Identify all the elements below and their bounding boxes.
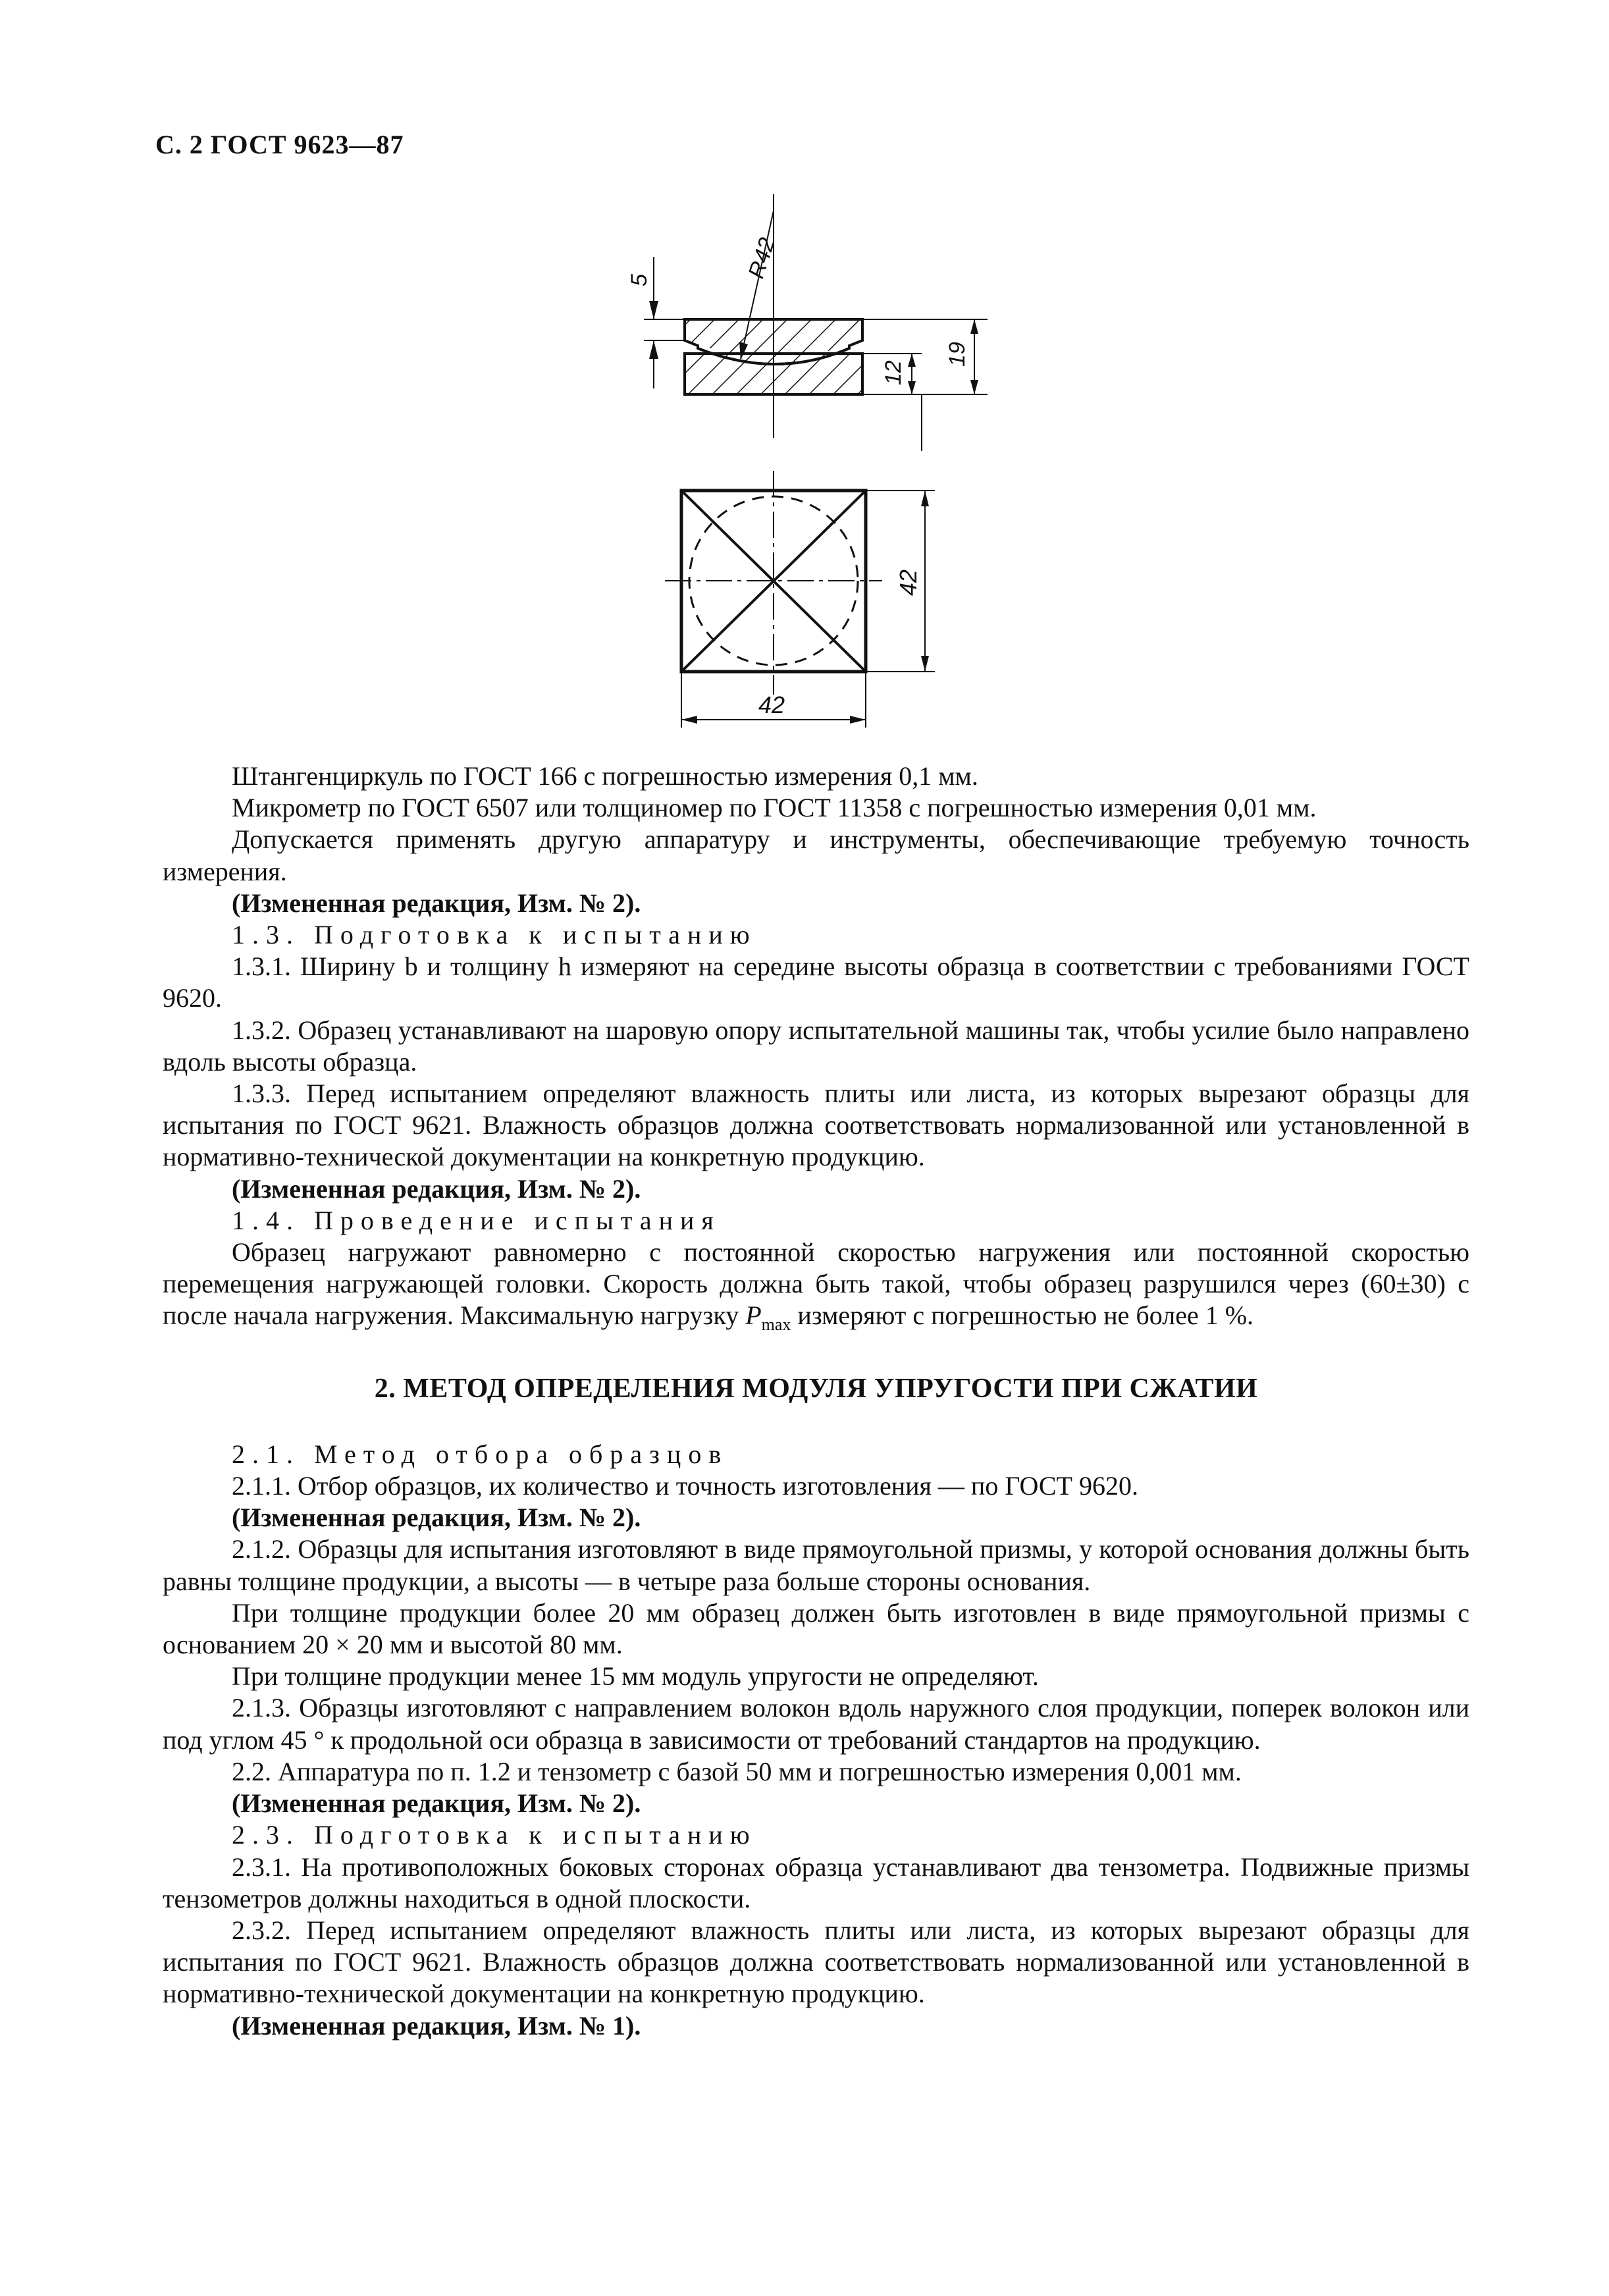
section-title: 2.1. Метод отбора образцов [232,1439,729,1469]
paragraph: 2.1.3. Образцы изготовляют с направлением волокон вдоль наружного слоя продукции, поперек волокон или под углом 45 ° к продольной оси образца в зависимости от требований стандартов на продукцию. [163,1693,1469,1755]
dim-r42-label: R42 [743,234,780,282]
plan-view [665,471,935,728]
paragraph-text: измеряют с погрешностью не более 1 %. [797,1300,1254,1331]
amendment-note: (Измененная редакция, Изм. № 2). [232,1788,641,1819]
paragraph: 1.3.3. Перед испытанием определяют влажность плиты или листа, из которых вырезают образцы для испытания по ГОСТ 9621. Влажность образцов должна соответствовать нормализованной или установленной в нормативно-технической документации на конкретную продукцию. [163,1079,1469,1172]
paragraph: 1.3.1. Ширину b и толщину h измеряют на середине высоты образца в соответствии с требованиями ГОСТ 9620. [163,951,1469,1013]
section-title: 1.4. Проведение испытания [232,1205,721,1235]
paragraph: 2.1.1. Отбор образцов, их количество и точность изготовления — по ГОСТ 9620. [232,1471,1138,1501]
specimen-support-drawing [579,188,1040,747]
paragraph [163,1237,1469,1341]
paragraph: 2.1.2. Образцы для испытания изготовляют в виде прямоугольной призмы, у которой основания должны быть равны толщине продукции, а высоты — в четыре раза больше стороны основания. [163,1534,1469,1596]
paragraph: 2.2. Аппаратура по п. 1.2 и тензометр с базой 50 мм и погрешностью измерения 0,001 мм. [232,1756,1242,1786]
paragraph: При толщине продукции менее 15 мм модуль упругости не определяют. [232,1661,1039,1692]
symbol-max: max [761,1315,791,1335]
page-header: С. 2 ГОСТ 9623—87 [155,130,404,159]
paragraph: Допускается применять другую аппаратуру и инструменты, обеспечивающие требуемую точность измерения. [163,824,1469,886]
paragraph: 2.3.1. На противоположных боковых сторонах образца устанавливают два тензометра. Подвижные призмы тензометров должны находиться в одной плоскости. [163,1852,1469,1913]
chapter-heading: 2. МЕТОД ОПРЕДЕЛЕНИЯ МОДУЛЯ УПРУГОСТИ ПРИ СЖАТИИ [374,1373,1258,1404]
paragraph: 2.3.2. Перед испытанием определяют влажность плиты или листа, из которых вырезают образцы для испытания по ГОСТ 9621. Влажность образцов должна соответствовать нормализованной или установленной в нормативно-технической документации на конкретную продукцию. [163,1915,1469,2009]
section-title: 1.3. Подготовка к испытанию [232,920,757,950]
paragraph: Штангенциркуль по ГОСТ 166 с погрешностью измерения 0,1 мм. [232,761,978,791]
paragraph: Микрометр по ГОСТ 6507 или толщиномер по ГОСТ 11358 с погрешностью измерения 0,01 мм. [232,793,1317,823]
symbol-p: P [745,1300,762,1331]
amendment-note: (Измененная редакция, Изм. № 2). [232,1503,641,1533]
paragraph: 1.3.2. Образец устанавливают на шаровую опору испытательной машины так, чтобы усилие было направлено вдоль высоты образца. [163,1015,1469,1077]
dim-42-vertical-label: 42 [895,569,922,596]
side-view [644,194,988,451]
dim-12-label: 12 [881,360,906,385]
amendment-note: (Измененная редакция, Изм. № 1). [232,2010,641,2041]
section-title: 2.3. Подготовка к испытанию [232,1820,757,1850]
amendment-note: (Измененная редакция, Изм. № 2). [232,1173,641,1204]
document-body [163,761,1469,2042]
dim-42-horizontal-label: 42 [758,691,785,718]
amendment-note: (Измененная редакция, Изм. № 2). [232,888,641,918]
paragraph: При толщине продукции более 20 мм образец должен быть изготовлен в виде прямоугольной призмы с основанием 20 × 20 мм и высотой 80 мм. [163,1597,1469,1660]
dim-5-label: 5 [627,274,652,286]
dim-19-label: 19 [945,342,970,367]
paragraph-text: Образец нагружают равномерно с постоянной скоростью нагружения или постоянной скоростью перемещения нагружающей головки. Скорость должна быть такой, чтобы образец разрушился через (60±30) с после начала нагружения. Максимальную нагрузку [163,1237,1469,1331]
